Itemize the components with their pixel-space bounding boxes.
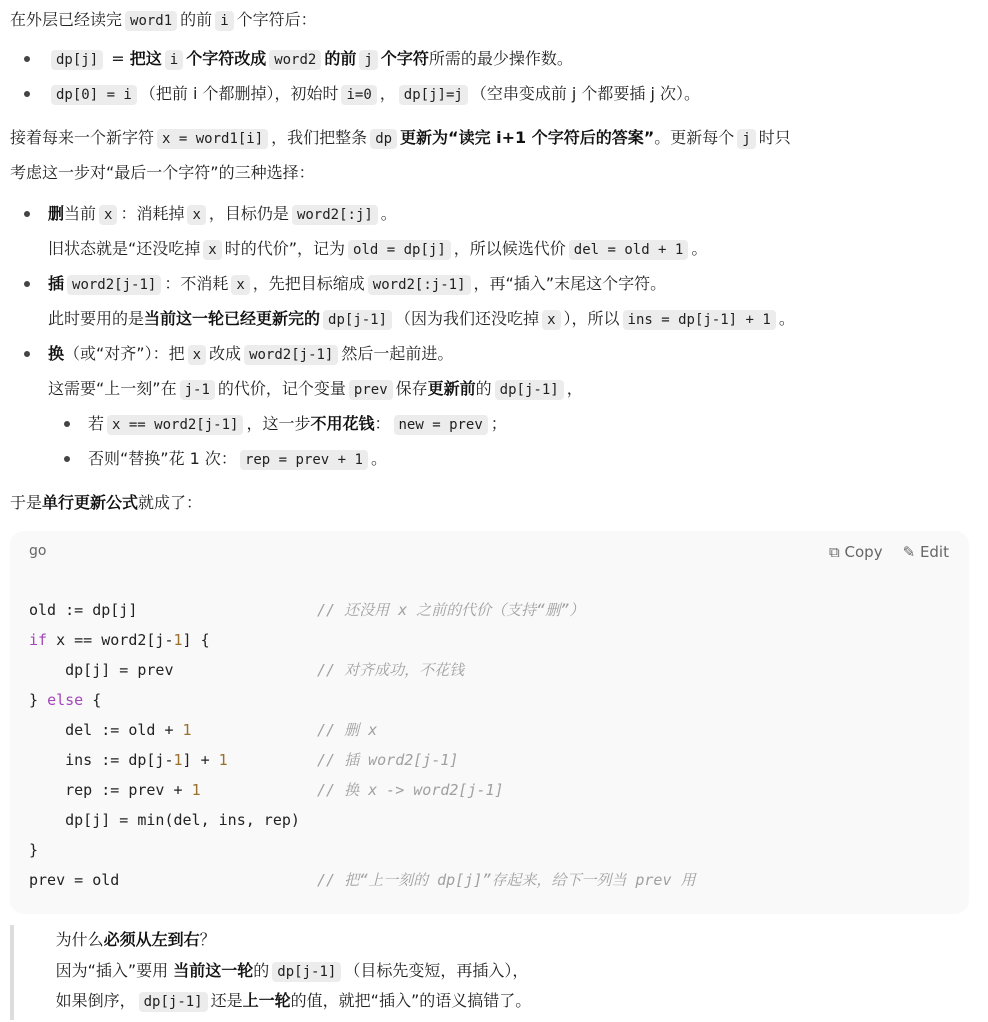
code-comment: // 插 word2[j-1] [317, 751, 459, 769]
text: 保存 [395, 379, 428, 398]
inline-code: x [187, 205, 205, 225]
text: ：不消耗 [164, 274, 229, 293]
paragraph-line [56, 956, 529, 986]
list-item [48, 199, 397, 229]
text: ，先把目标缩成 [252, 274, 365, 293]
bold-text: 的前 [324, 49, 357, 68]
number: 1 [173, 631, 183, 649]
bold-text: 个字符 [380, 49, 429, 68]
text: 这需要“上一刻”在 [48, 379, 177, 398]
text: ，所以候选代价 [453, 239, 566, 258]
list-item [48, 269, 666, 299]
inline-code: j [737, 129, 755, 149]
code-token: } [29, 691, 48, 709]
inline-code: dp[0] = i [51, 85, 137, 105]
inline-code: j-1 [180, 380, 215, 400]
bold-text: 上一轮 [242, 991, 291, 1010]
code-line [29, 745, 459, 775]
edit-icon: ✎ [902, 543, 920, 561]
text: 。更新每个 [654, 128, 735, 147]
bold-text: 必须从左到右 [103, 930, 200, 949]
inline-code: j [359, 50, 377, 70]
code-token: x == word2[j- [47, 631, 174, 649]
bold-text: 当前这一轮 [173, 961, 254, 980]
text: 的 [253, 961, 270, 980]
text: ，目标仍是 [208, 204, 289, 223]
inline-code: dp[j] [51, 50, 103, 70]
bold-text: 更新前 [427, 379, 476, 398]
text: ， [566, 379, 583, 398]
inline-code: x [188, 345, 206, 365]
code-comment: // 删 x [317, 721, 378, 739]
inline-code: prev [349, 380, 393, 400]
list-item [48, 79, 700, 109]
text: 时的代价”，记为 [224, 239, 346, 258]
text: 在外层已经读完 [10, 10, 123, 29]
inline-code: word2[:j-1] [368, 275, 471, 295]
code-line [29, 775, 504, 805]
text: 。 [380, 204, 397, 223]
inline-code: dp[j-1] [272, 962, 341, 982]
inline-code: x [542, 310, 560, 330]
text: ： [374, 414, 391, 433]
text: 。 [778, 309, 795, 328]
paragraph-line [10, 123, 791, 153]
text: 的前 [180, 10, 213, 29]
inline-code: del = old + 1 [569, 240, 689, 260]
text: 时只 [758, 128, 791, 147]
code-comment: // 还没用 x 之前的代价（支持“删”） [317, 601, 585, 619]
code-line [29, 595, 585, 625]
keyword: else [47, 691, 84, 709]
text: 的代价，记个变量 [217, 379, 346, 398]
inline-code: word1 [125, 11, 177, 31]
text: 若 [88, 414, 105, 433]
inline-code: dp[j]=j [399, 85, 468, 105]
paragraph-line [10, 488, 202, 518]
bold-text: 单行更新公式 [42, 493, 139, 512]
edit-label: Edit [919, 543, 949, 561]
text: 于是 [10, 493, 43, 512]
inline-code: old = dp[j] [348, 240, 451, 260]
bold-text: 换 [48, 344, 65, 363]
inline-code: x = word1[i] [157, 129, 268, 149]
text: 。 [370, 449, 387, 468]
text: 改成 [209, 344, 242, 363]
list-item [88, 409, 507, 439]
code-token: { [83, 691, 102, 709]
keyword: if [29, 631, 48, 649]
code-token: ] { [182, 631, 210, 649]
text: 如果倒序， [55, 991, 136, 1010]
inline-code: i [165, 50, 183, 70]
paragraph-line [48, 374, 583, 404]
inline-code: dp[j-1] [323, 310, 392, 330]
inline-code: word2[:j] [292, 205, 378, 225]
inline-code: dp[j-1] [139, 992, 208, 1012]
code-token: } [29, 841, 39, 859]
code-comment: // 把“上一刻的 dp[j]”存起来，给下一列当 prev 用 [317, 871, 696, 889]
inline-code: new = prev [394, 415, 488, 435]
text: （因为我们还没吃掉 [395, 309, 540, 328]
text: ？ [199, 930, 216, 949]
copy-label: Copy [844, 543, 883, 561]
text: 因为“插入”要用 [55, 961, 174, 980]
text: ，我们把整条 [271, 128, 368, 147]
copy-button[interactable] [829, 543, 883, 561]
code-line [29, 655, 465, 685]
text: 还是 [210, 991, 243, 1010]
list-item [88, 444, 387, 474]
text: 否则“替换”花 1 次： [88, 449, 237, 468]
text: ，再“插入”末尾这个字符。 [473, 274, 667, 293]
code-token: prev = old [29, 871, 120, 889]
text: （目标先变短，再插入）， [344, 961, 529, 980]
text: ； [490, 414, 507, 433]
inline-code: word2[j-1] [244, 345, 338, 365]
number: 1 [182, 721, 192, 739]
inline-code: x [203, 240, 221, 260]
text: 。 [691, 239, 708, 258]
paragraph-line [56, 986, 532, 1016]
text: 的值，就把“插入”的语义搞错了。 [290, 991, 532, 1010]
paragraph-line [10, 5, 317, 35]
text: 此时要用的是 [48, 309, 145, 328]
text: 旧状态就是“还没吃掉 [48, 239, 201, 258]
code-line [29, 865, 696, 895]
list-item [48, 44, 573, 74]
number: 1 [191, 781, 201, 799]
text: （把前 i 个都删掉），初始时 [139, 84, 339, 103]
inline-code: x [231, 275, 249, 295]
code-comment: // 对齐成功，不花钱 [317, 661, 465, 679]
inline-code: i=0 [341, 85, 376, 105]
code-line [29, 685, 101, 715]
text: （空串变成前 j 个都要插 j 次）。 [470, 84, 701, 103]
inline-code: ins = dp[j-1] + 1 [623, 310, 776, 330]
paragraph-line [56, 925, 216, 955]
text: 为什么 [55, 930, 104, 949]
text: = [106, 49, 130, 68]
bold-text: 删 [48, 204, 65, 223]
text: 然后一起前进。 [341, 344, 454, 363]
code-token: rep := prev + [29, 781, 192, 799]
text: 就成了： [138, 493, 203, 512]
number: 1 [218, 751, 228, 769]
blockquote-bar [10, 925, 14, 1020]
code-line [29, 805, 300, 835]
inline-code: dp[j-1] [495, 380, 564, 400]
number: 1 [173, 751, 183, 769]
text: 接着每来一个新字符 [10, 128, 155, 147]
bold-text: 不用花钱 [310, 414, 375, 433]
code-line [29, 625, 210, 655]
text: 当前 [64, 204, 97, 223]
bold-text: 当前这一轮已经更新完的 [144, 309, 321, 328]
code-line [29, 835, 38, 865]
text: （或“对齐”）：把 [64, 344, 185, 363]
paragraph-line [10, 158, 315, 188]
bold-text: 更新为“读完 i+1 个字符后的答案” [400, 128, 655, 147]
text: 考虑这一步对“最后一个字符”的三种选择： [10, 163, 315, 182]
inline-code: dp [370, 129, 397, 149]
code-block [10, 531, 969, 914]
inline-code: i [215, 11, 233, 31]
text: ，这一步 [246, 414, 311, 433]
text: 的 [475, 379, 492, 398]
code-token: old := dp[j] [29, 601, 138, 619]
code-token: ] + [182, 751, 219, 769]
inline-code: x [99, 205, 117, 225]
inline-code: word2 [269, 50, 321, 70]
list-item [48, 339, 453, 369]
paragraph-line [48, 234, 707, 264]
paragraph-line [48, 304, 795, 334]
text: ：消耗掉 [120, 204, 185, 223]
inline-code: rep = prev + 1 [240, 450, 368, 470]
inline-code: word2[j-1] [67, 275, 161, 295]
code-token: dp[j] = min(del, ins, rep) [29, 811, 300, 829]
code-token: del := old + [29, 721, 183, 739]
edit-button[interactable] [903, 543, 949, 561]
text: ），所以 [563, 309, 620, 328]
bold-text: 插 [48, 274, 65, 293]
code-comment: // 换 x -> word2[j-1] [317, 781, 504, 799]
code-language: go [29, 543, 47, 559]
text: ， [379, 84, 396, 103]
code-token: dp[j] = prev [29, 661, 174, 679]
bold-text: 把这 [129, 49, 162, 68]
text: 所需的最少操作数。 [428, 49, 573, 68]
copy-icon: ⧉ [829, 543, 845, 561]
bold-text: 个字符改成 [186, 49, 267, 68]
code-line [29, 715, 378, 745]
text: 个字符后： [236, 10, 317, 29]
code-token: ins := dp[j- [29, 751, 174, 769]
inline-code: x == word2[j-1] [107, 415, 243, 435]
